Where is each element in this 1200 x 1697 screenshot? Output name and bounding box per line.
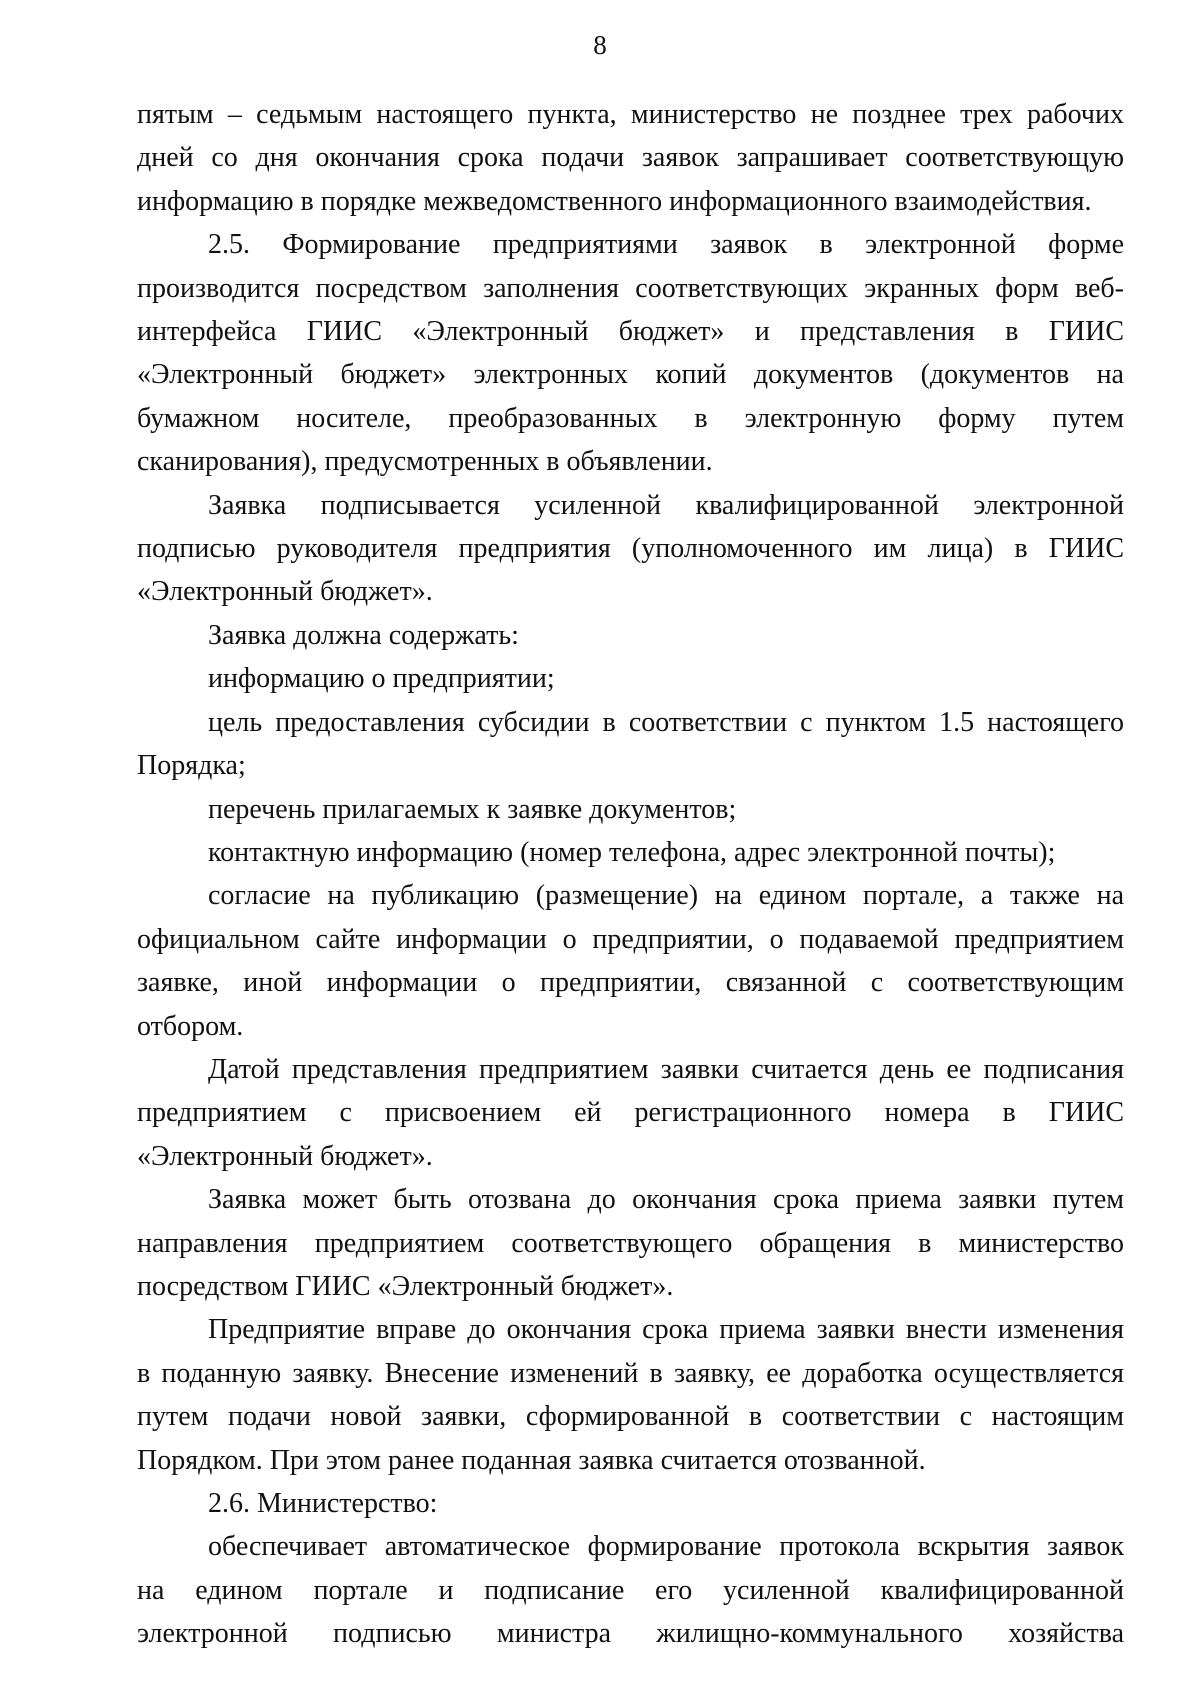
text-line: посредством ГИИС «Электронный бюджет».	[137, 1270, 674, 1302]
text-line: официальном сайте информации о предприятии, о подаваемой предприятием	[137, 923, 1124, 955]
text-line: согласие на публикацию (размещение) на едином портале, а также на	[208, 880, 1124, 912]
text-line: 2.6. Министерство:	[208, 1488, 438, 1519]
text-line: Порядка;	[137, 750, 246, 782]
text-line: отбором.	[137, 1010, 244, 1042]
text-line: Заявка подписывается усиленной квалифицированной электронной	[208, 489, 1124, 521]
page-number: 8	[593, 30, 607, 60]
text-line: «Электронный бюджет».	[137, 1140, 433, 1172]
text-line: направления предприятием соответствующего обращения в министерство	[137, 1227, 1124, 1259]
text-line: путем подачи новой заявки, сформированной в соответствии с настоящим	[137, 1401, 1124, 1433]
text-line: на едином портале и подписание его усиленной квалифицированной	[137, 1574, 1124, 1606]
text-line: перечень прилагаемых к заявке документов;	[208, 793, 737, 825]
text-line: дней со дня окончания срока подачи заявок запрашивает соответствующую	[137, 142, 1124, 174]
text-line: Порядком. При этом ранее поданная заявка считается отозванной.	[137, 1444, 926, 1476]
text-line: пятым – седьмым настоящего пункта, министерство не позднее трех рабочих	[137, 99, 1124, 130]
text-line: Заявка может быть отозвана до окончания срока приема заявки путем	[208, 1184, 1124, 1216]
text-line: в поданную заявку. Внесение изменений в заявку, ее доработка осуществляется	[137, 1357, 1124, 1389]
text-line: Предприятие вправе до окончания срока приема заявки внести изменения	[208, 1314, 1124, 1346]
text-line: Заявка должна содержать:	[208, 619, 519, 651]
text-line: предприятием с присвоением ей регистрационного номера в ГИИС	[137, 1097, 1124, 1129]
text-line: производится посредством заполнения соответствующих экранных форм веб-	[137, 272, 1124, 304]
text-line: «Электронный бюджет».	[137, 576, 433, 608]
text-line: сканирования), предусмотренных в объявлении.	[137, 446, 713, 478]
text-line: Датой представления предприятием заявки считается день ее подписания	[208, 1053, 1124, 1085]
text-line: информацию о предприятии;	[208, 663, 555, 695]
text-line: бумажном носителе, преобразованных в электронную форму путем	[137, 402, 1124, 434]
text-line: электронной подписью министра жилищно-коммунального хозяйства	[137, 1618, 1124, 1650]
text-line: цель предоставления субсидии в соответствии с пунктом 1.5 настоящего	[208, 706, 1124, 738]
text-line: интерфейса ГИИС «Электронный бюджет» и представления в ГИИС	[137, 316, 1124, 348]
text-line: «Электронный бюджет» электронных копий документов (документов на	[137, 359, 1124, 391]
text-line: контактную информацию (номер телефона, адрес электронной почты);	[208, 836, 1056, 868]
text-line: заявке, иной информации о предприятии, связанной с соответствующим	[137, 967, 1124, 999]
text-line: обеспечивает автоматическое формирование протокола вскрытия заявок	[208, 1531, 1124, 1563]
text-line: подписью руководителя предприятия (уполномоченного им лица) в ГИИС	[137, 533, 1124, 565]
text-line: информацию в порядке межведомственного информационного взаимодействия.	[137, 185, 1092, 217]
document-body	[137, 93, 1124, 1656]
text-line: 2.5. Формирование предприятиями заявок в электронной форме	[208, 229, 1124, 261]
